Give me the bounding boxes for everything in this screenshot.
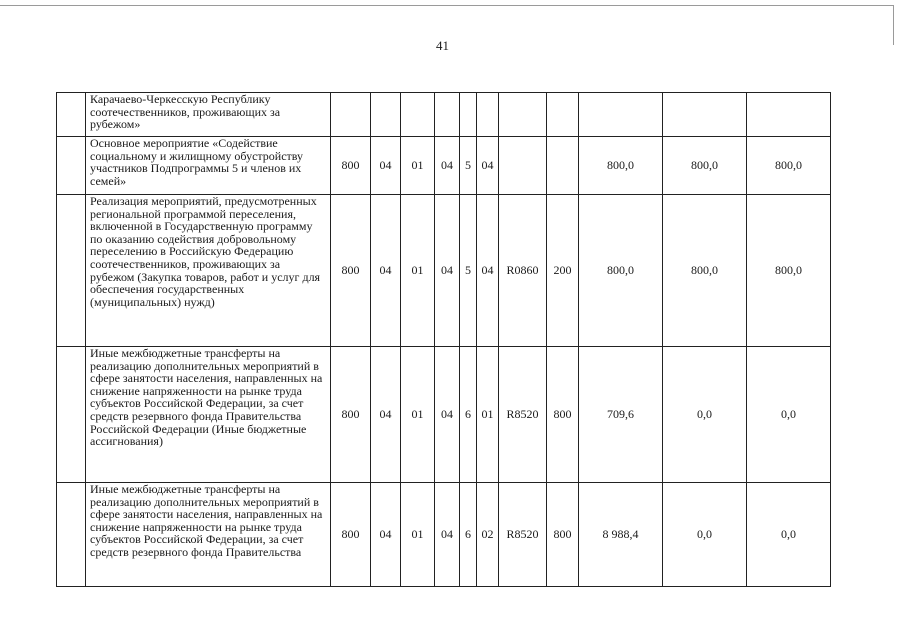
amount-year-1: 800,0 [579,137,663,195]
code-ministry: 800 [331,347,371,483]
code-ministry: 800 [331,195,371,347]
code-program: 04 [435,137,460,195]
code-subsection: 01 [401,347,435,483]
code-section: 04 [371,347,401,483]
code-expense-type: 800 [547,483,579,587]
code-expense-type [547,137,579,195]
code-event: 04 [477,137,499,195]
amount-year-1: 8 988,4 [579,483,663,587]
amount-year-3 [747,93,831,137]
code-event: 02 [477,483,499,587]
code-event: 01 [477,347,499,483]
scan-edge-right [893,5,894,45]
table-row [57,483,831,587]
row-marker-cell [57,137,86,195]
row-description: Карачаево-Черкесскую Республику соотечественников, проживающих за рубежом» [86,93,331,137]
budget-table [56,92,831,587]
table-row [57,195,831,347]
code-direction: R8520 [499,483,547,587]
row-marker-cell [57,195,86,347]
amount-year-2: 800,0 [663,137,747,195]
row-description: Реализация мероприятий, предусмотренных региональной программой переселения, включенной в Государственную программу по оказанию содействия добровольному переселению в Российскую Федерацию соотечественников, проживающих за рубежом (Закупка товаров, работ и услуг для обеспечения государственных (муниципальных) нужд) [86,195,331,347]
code-program [435,93,460,137]
code-subprogram: 6 [460,347,477,483]
scan-edge-top [0,5,893,6]
code-expense-type [547,93,579,137]
amount-year-2: 800,0 [663,195,747,347]
code-direction [499,137,547,195]
page-number: 41 [436,38,449,53]
row-description: Основное мероприятие «Содействие социальному и жилищному обустройству участников Подпрограммы 5 и членов их семей» [86,137,331,195]
row-description: Иные межбюджетные трансферты на реализацию дополнительных мероприятий в сфере занятости населения, направленных на снижение напряженности на рынке труда субъектов Российской Федерации, за счет средств резервного фонда Правительства Российской Федерации (Иные бюджетные ассигнования) [86,347,331,483]
amount-year-3: 800,0 [747,137,831,195]
amount-year-2: 0,0 [663,347,747,483]
amount-year-1: 709,6 [579,347,663,483]
code-section: 04 [371,137,401,195]
code-expense-type: 200 [547,195,579,347]
code-section [371,93,401,137]
code-event: 04 [477,195,499,347]
code-ministry: 800 [331,137,371,195]
amount-year-3: 800,0 [747,195,831,347]
code-expense-type: 800 [547,347,579,483]
code-ministry [331,93,371,137]
code-section: 04 [371,195,401,347]
row-marker-cell [57,347,86,483]
code-subprogram [460,93,477,137]
row-description: Иные межбюджетные трансферты на реализацию дополнительных мероприятий в сфере занятости населения, направленных на снижение напряженности на рынке труда субъектов Российской Федерации, за счет средств резервного фонда Правительства [86,483,331,587]
code-subsection [401,93,435,137]
code-subsection: 01 [401,137,435,195]
code-direction [499,93,547,137]
table-row [57,347,831,483]
code-event [477,93,499,137]
code-ministry: 800 [331,483,371,587]
code-subsection: 01 [401,195,435,347]
code-subprogram: 6 [460,483,477,587]
code-direction: R8520 [499,347,547,483]
amount-year-3: 0,0 [747,347,831,483]
amount-year-2 [663,93,747,137]
code-subprogram: 5 [460,137,477,195]
code-subprogram: 5 [460,195,477,347]
code-subsection: 01 [401,483,435,587]
amount-year-3: 0,0 [747,483,831,587]
code-program: 04 [435,347,460,483]
code-program: 04 [435,195,460,347]
table-row [57,137,831,195]
amount-year-1: 800,0 [579,195,663,347]
code-direction: R0860 [499,195,547,347]
code-section: 04 [371,483,401,587]
amount-year-1 [579,93,663,137]
code-program: 04 [435,483,460,587]
amount-year-2: 0,0 [663,483,747,587]
row-marker-cell [57,483,86,587]
table-row [57,93,831,137]
row-marker-cell [57,93,86,137]
